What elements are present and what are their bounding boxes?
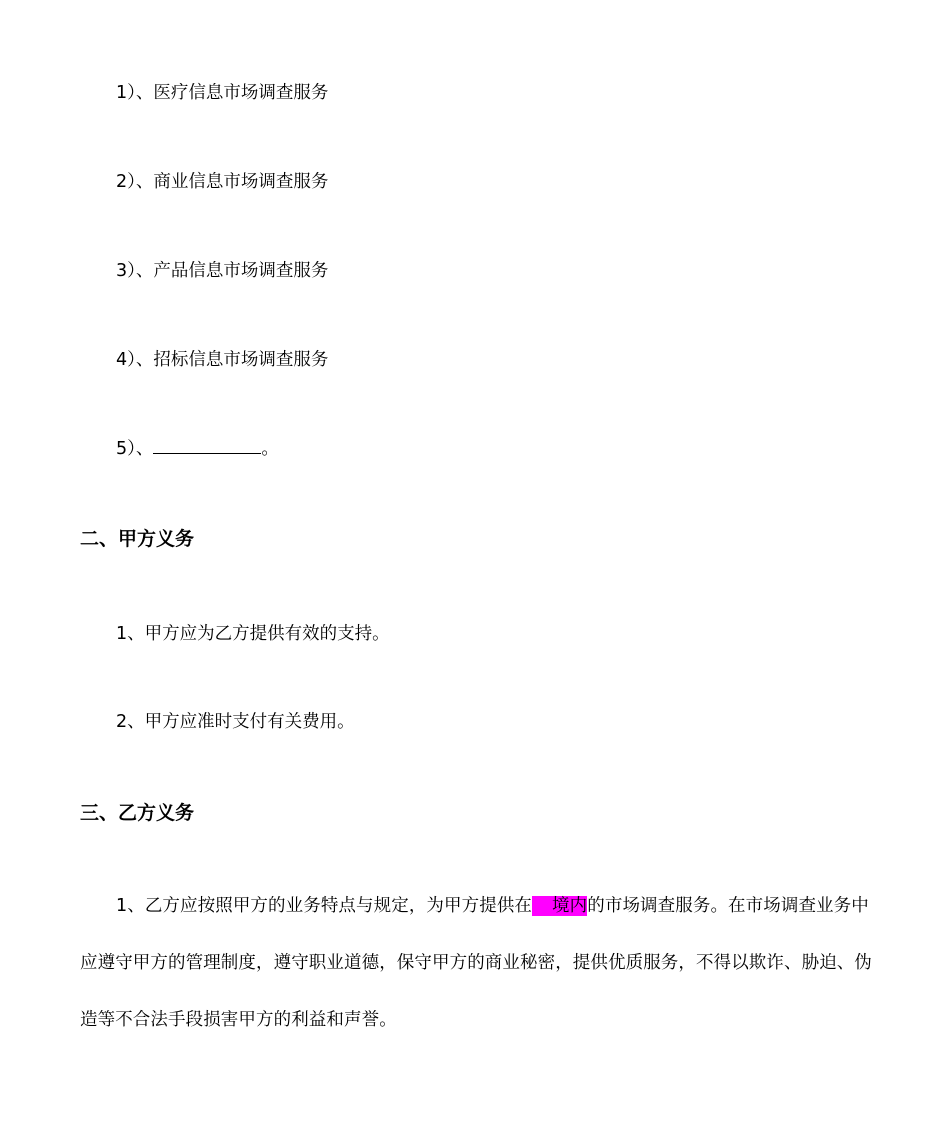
list-item-suffix: 。 xyxy=(261,439,279,459)
highlighted-text: 境内 xyxy=(532,896,587,916)
body-paragraph xyxy=(80,878,880,1049)
list-item: 1）、医疗信息市场调查服务 xyxy=(116,83,329,103)
paragraph-text: 的市场调查服务。在市场调查业务中应遵守甲方的管理制度，遵守职业道德，保守甲方的商业秘密，提供优质服务，不得以欺诈、胁迫、伪造等不合法手段损害甲方的利益和声誉。 xyxy=(80,896,872,1030)
section-heading: 三、乙方义务 xyxy=(80,802,195,824)
blank-fill-line xyxy=(153,437,261,454)
section-heading: 二、甲方义务 xyxy=(80,528,195,550)
list-item: 4）、招标信息市场调查服务 xyxy=(116,350,329,370)
list-item: 3）、产品信息市场调查服务 xyxy=(116,261,329,281)
list-item xyxy=(116,437,279,461)
list-item-prefix: 5）、 xyxy=(116,439,154,459)
list-item: 2）、商业信息市场调查服务 xyxy=(116,172,329,192)
list-item: 2、甲方应准时支付有关费用。 xyxy=(116,712,355,732)
list-item: 1、甲方应为乙方提供有效的支持。 xyxy=(116,624,390,644)
paragraph-text: 1、乙方应按照甲方的业务特点与规定，为甲方提供在 xyxy=(116,896,533,916)
